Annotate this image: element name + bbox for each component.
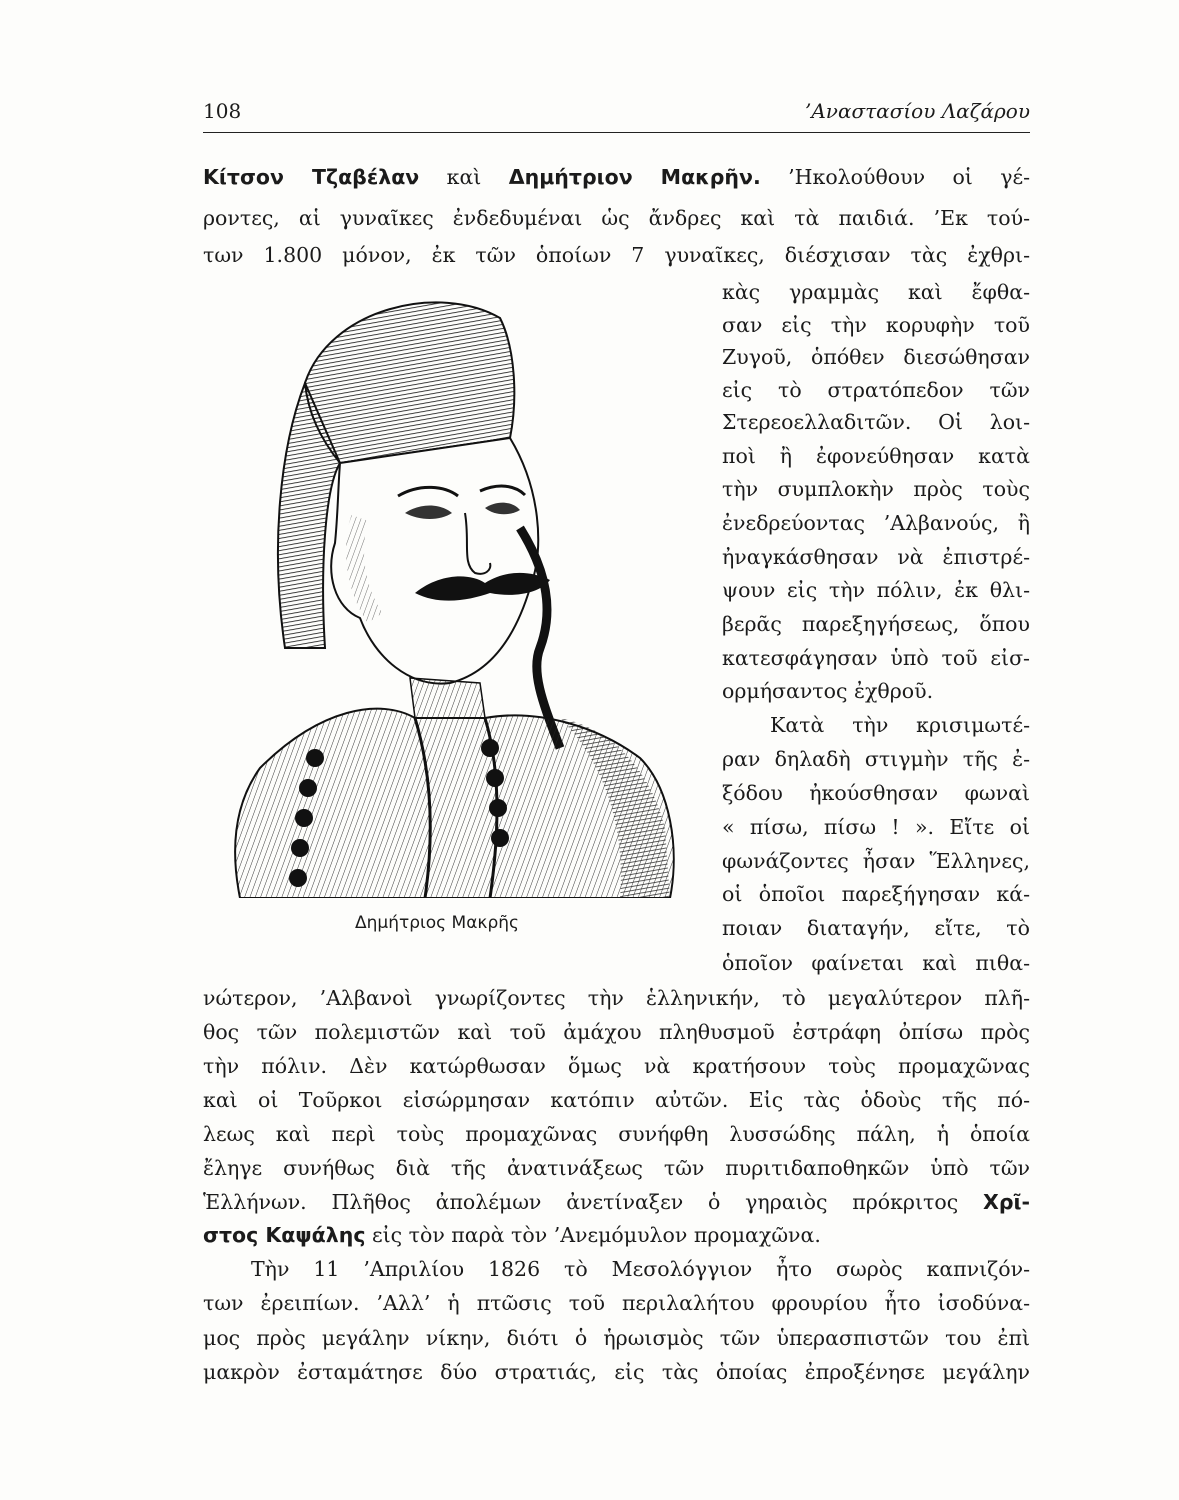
text-line: ορμήσαντος ἐχθροῦ. <box>722 679 934 703</box>
text-line: κατεσφάγησαν ὑπὸ τοῦ εἰσ- <box>722 646 1030 670</box>
text-line: Ζυγοῦ, ὁπόθεν διεσώθησαν <box>722 345 1030 369</box>
text-line: κὰς γραμμὰς καὶ ἔφθα- <box>722 280 1030 304</box>
text-line: φωνάζοντες ἦσαν Ἕλληνες, <box>722 849 1030 873</box>
text-line: Κίτσον Τζαβέλαν καὶ Δημήτριον Μακρῆν. ’Ηκολούθουν οἱ γέ- <box>203 165 1031 189</box>
page-header <box>203 96 1030 133</box>
text-line: Ἑλλήνων. Πλῆθος ἀπολέμων ἀνετίναξεν ὁ γηραιὸς πρόκριτος Χρῖ- <box>203 1190 1030 1214</box>
text-line: καὶ οἱ Τοῦρκοι εἰσώρμησαν κατόπιν αὐτῶν. Εἰς τὰς ὁδοὺς τῆς πό- <box>203 1088 1030 1112</box>
page-number: 108 <box>203 99 242 123</box>
text-line: εἰς τὸ στρατόπεδον τῶν <box>722 378 1030 402</box>
text-line: τὴν πόλιν. Δὲν κατώρθωσαν ὅμως νὰ κρατήσουν τοὺς προμαχῶνας <box>203 1054 1030 1078</box>
text-line: ξόδου ἠκούσθησαν φωναὶ <box>722 781 1030 805</box>
text-line: μακρὸν ἐσταμάτησε δύο στρατιάς, εἰς τὰς ὁποίας ἐπροξένησε μεγάλην <box>203 1360 1030 1384</box>
text-line: Κατὰ τὴν κρισιμωτέ- <box>770 713 1030 737</box>
text-line: ἔληγε συνήθως διὰ τῆς ἀνατινάξεως τῶν πυριτιδαποθηκῶν ὑπὸ τῶν <box>203 1156 1030 1180</box>
text-line: ἠναγκάσθησαν νὰ ἐπιστρέ- <box>722 545 1030 569</box>
text-line: « πίσω, πίσω ! ». Εἴτε οἱ <box>722 815 1030 839</box>
text-line: οἱ ὁποῖοι παρεξήγησαν κά- <box>722 882 1030 906</box>
text-line: ραν δηλαδὴ στιγμὴν τῆς ἐ- <box>722 747 1030 771</box>
text-line: των 1.800 μόνον, ἐκ τῶν ὁποίων 7 γυναῖκες, διέσχισαν τὰς ἐχθρι- <box>203 243 1030 267</box>
text-line: Στερεοελλαδιτῶν. Οἱ λοι- <box>722 410 1030 434</box>
running-head: ’Αναστασίου Λαζάρου <box>805 99 1030 123</box>
text-line: ποὶ ἢ ἐφονεύθησαν κατὰ <box>722 444 1030 468</box>
text-line: ὁποῖον φαίνεται καὶ πιθα- <box>722 951 1030 975</box>
text-line: βερᾶς παρεξηγήσεως, ὅπου <box>722 612 1030 636</box>
text-line: Τὴν 11 ’Απριλίου 1826 τὸ Μεσολόγγιον ἦτο σωρὸς καπνιζόν- <box>251 1257 1030 1281</box>
text-line: νώτερον, ’Αλβανοὶ γνωρίζοντες τὴν ἑλληνικήν, τὸ μεγαλύτερον πλῆ- <box>203 986 1030 1010</box>
text-line: θος τῶν πολεμιστῶν καὶ τοῦ ἀμάχου πληθυσμοῦ ἐστράφη ὀπίσω πρὸς <box>203 1020 1030 1044</box>
text-line: σαν εἰς τὴν κορυφὴν τοῦ <box>722 313 1030 337</box>
text-line: ροντες, αἱ γυναῖκες ἐνδεδυμέναι ὡς ἄνδρες καὶ τὰ παιδιά. ’Εκ τού- <box>203 206 1030 230</box>
text-line: τὴν συμπλοκὴν πρὸς τοὺς <box>722 477 1030 501</box>
fez <box>305 302 514 463</box>
text-line: ποιαν διαταγήν, εἴτε, τὸ <box>722 916 1030 940</box>
text-line: των ἐρειπίων. ’Αλλ’ ἡ πτῶσις τοῦ περιλαλήτου φρουρίου ἦτο ἰσοδύνα- <box>203 1291 1030 1315</box>
figure-caption: Δημήτριος Μακρῆς <box>355 913 519 933</box>
text-line: μος πρὸς μεγάλην νίκην, διότι ὁ ἡρωισμὸς τῶν ὑπερασπιστῶν του ἐπὶ <box>203 1326 1030 1350</box>
text-line: ψουν εἰς τὴν πόλιν, ἐκ θλι- <box>722 578 1030 602</box>
portrait-illustration <box>200 288 715 898</box>
text-line: ἐνεδρεύοντας ’Αλβανούς, ἢ <box>722 511 1030 535</box>
text-line: στος Καψάλης εἰς τὸν παρὰ τὸν ’Ανεμόμυλον προμαχῶνα. <box>203 1223 821 1247</box>
text-line: λεως καὶ περὶ τοὺς προμαχῶνας συνήφθη λυσσώδης πάλη, ἡ ὁποία <box>203 1122 1030 1146</box>
